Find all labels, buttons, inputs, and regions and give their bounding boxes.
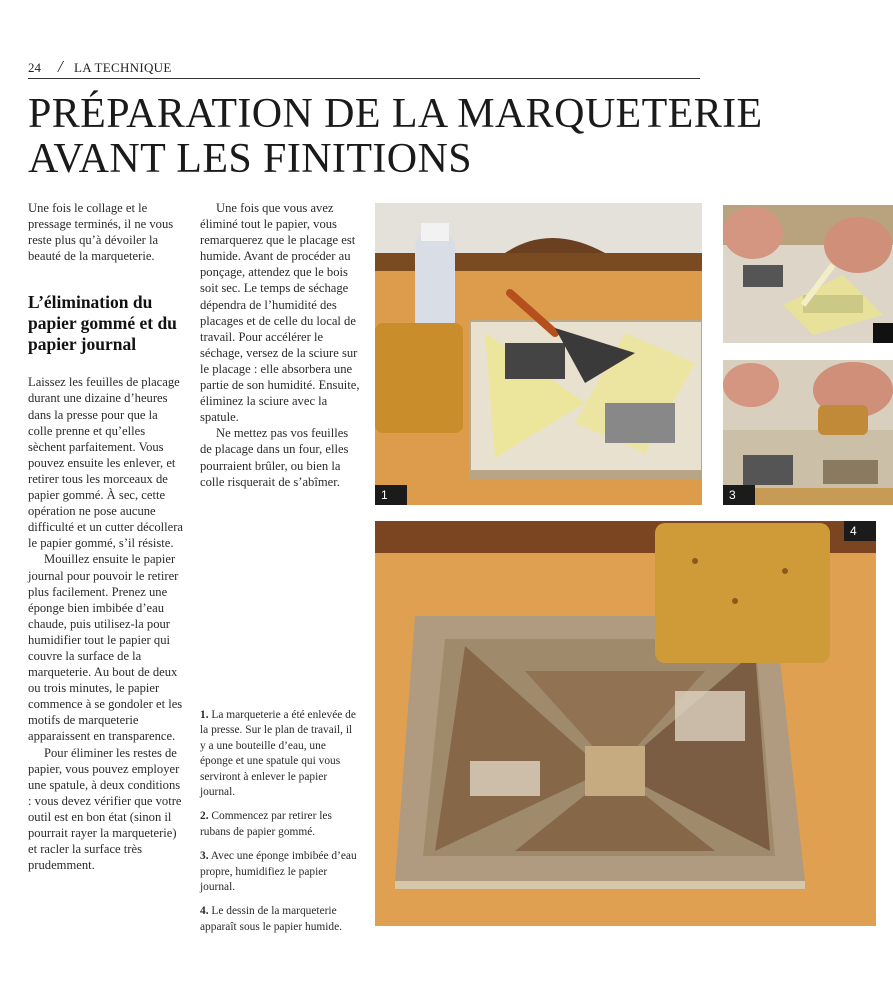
caption-number: 2. bbox=[200, 810, 209, 823]
photo-number-badge: 1 bbox=[375, 485, 407, 505]
caption-text: Avec une éponge imbibée d’eau propre, humidifiez le papier journal. bbox=[200, 850, 357, 894]
photo-number-badge: 4 bbox=[844, 521, 876, 541]
photo-4-image bbox=[375, 521, 876, 926]
photo-1-image bbox=[375, 203, 702, 505]
caption-number: 3. bbox=[200, 850, 209, 863]
body-paragraph: Ne mettez pas vos feuilles de placage dans un four, elles pourraient brûler, ou bien la colle risquerait de s’abîmer. bbox=[200, 426, 349, 489]
section-name: LA TECHNIQUE bbox=[74, 60, 172, 75]
photo-2-image bbox=[723, 205, 893, 343]
photo-captions bbox=[200, 708, 360, 944]
caption-4 bbox=[200, 904, 360, 935]
photo-3-image bbox=[723, 360, 893, 505]
caption-number: 1. bbox=[200, 709, 209, 721]
caption-number: 4. bbox=[200, 905, 209, 918]
text-column-1 bbox=[28, 200, 184, 873]
photo-3 bbox=[723, 360, 893, 505]
title-line-2: AVANT LES FINITIONS bbox=[28, 136, 472, 182]
caption-2 bbox=[200, 809, 360, 840]
photo-number-badge: 3 bbox=[723, 485, 755, 505]
body-paragraph: Laissez les feuilles de placage durant une dizaine d’heures dans la presse pour que la colle prenne et qu’elles sèchent parfaitement. Vous pouvez ensuite les enlever, et retirer tous les morceaux de papier gommé. À sec, cette opération ne pose aucune difficulté et un cutter décollera le papier gommé, s’il résiste. bbox=[28, 375, 184, 551]
header-slash: / bbox=[58, 57, 63, 76]
caption-text: Commencez par retirer les rubans de papier gommé. bbox=[200, 810, 332, 838]
text-column-2 bbox=[200, 200, 360, 490]
body-paragraph: Mouillez ensuite le papier journal pour pouvoir le retirer plus facilement. Prenez une éponge bien imbibée d’eau chaude, puis utilisez-la pour humidifier tout le papier qui couvre la surface de la marqueterie. Au bout de deux ou trois minutes, le papier commence à se gondoler et les motifs de marqueterie apparaissent en transparence. bbox=[28, 552, 183, 744]
intro-paragraph: Une fois le collage et le pressage terminés, il ne vous reste plus qu’à dévoiler la beauté de la marqueterie. bbox=[28, 201, 174, 264]
title-line-1: PRÉPARATION DE LA MARQUETERIE bbox=[28, 91, 763, 137]
page-number: 24 bbox=[28, 60, 41, 75]
body-paragraph: Pour éliminer les restes de papier, vous pouvez employer une spatule, à deux conditions : vous devez vérifier que votre outil est en bon état (sinon il pourrait rayer la marqueterie) et racler la surface très prudemment. bbox=[28, 745, 182, 873]
photo-1 bbox=[375, 203, 702, 505]
caption-3 bbox=[200, 849, 360, 895]
caption-text: La marqueterie a été enlevée de la presse. Sur le plan de travail, il y a une bouteille d’eau, une éponge et une spatule qui vous serviront à enlever le papier journal. bbox=[200, 709, 356, 799]
page-title bbox=[28, 92, 763, 182]
running-header bbox=[28, 58, 700, 79]
photo-4 bbox=[375, 521, 876, 926]
photo-2 bbox=[723, 205, 893, 343]
caption-text: Le dessin de la marqueterie apparaît sous le papier humide. bbox=[200, 905, 343, 933]
caption-1 bbox=[200, 708, 360, 800]
subheading: L’élimination du papier gommé et du papier journal bbox=[28, 292, 177, 355]
body-paragraph: Une fois que vous avez éliminé tout le papier, vous remarquerez que le placage est humide. Avant de procéder au ponçage, attendez que le bois soit sec. Le temps de séchage dépendra de l’humidité des placages et de celle du local de travail. Pour accélérer le séchage, versez de la sciure sur le placage : elle absorbera une partie de son humidité. Ensuite, éliminez la sciure avec la spatule. bbox=[200, 201, 360, 425]
